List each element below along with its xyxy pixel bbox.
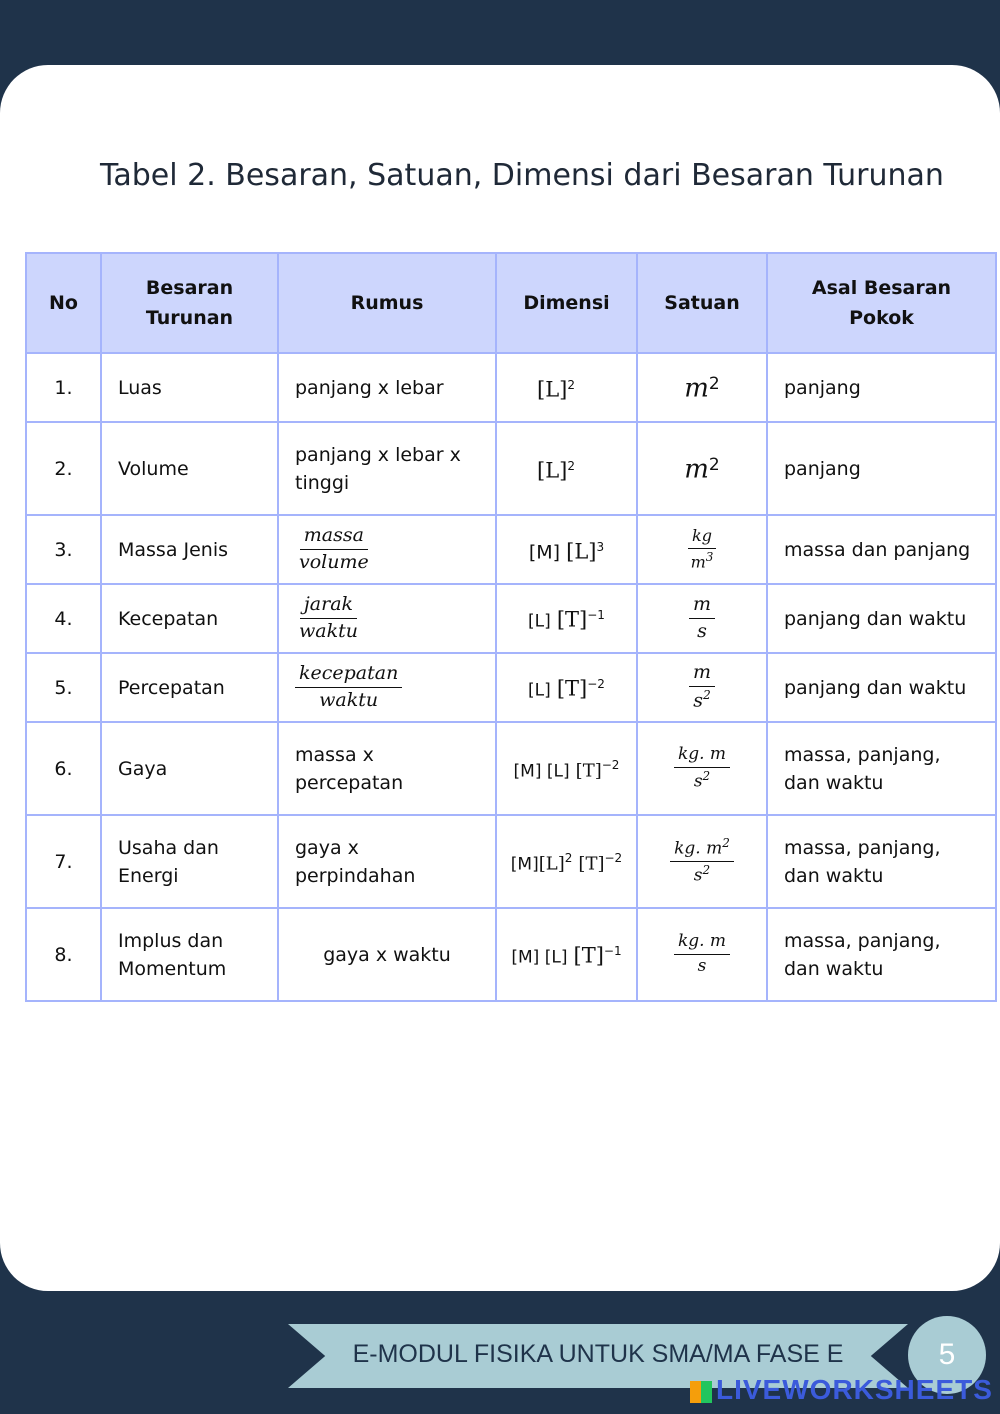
satuan-exp: 2 [708, 455, 720, 476]
dim-exp: 2 [567, 458, 575, 473]
cell-satuan [637, 584, 767, 653]
dim-prefix: [M] [528, 541, 561, 564]
cell-besaran: Percepatan [101, 653, 278, 722]
dim-base: [T] [578, 853, 605, 875]
cell-satuan [637, 353, 767, 422]
footer-text: E-MODUL FISIKA UNTUK SMA/MA FASE E [352, 1340, 844, 1368]
dim-base: [T] [573, 943, 604, 968]
table-title: Tabel 2. Besaran, Satuan, Dimensi dari Besaran Turunan [100, 158, 944, 193]
dim-base: [T] [556, 607, 588, 632]
dim-base: [T] [575, 760, 602, 782]
header-satuan: Satuan [637, 253, 767, 353]
satuan-unit: m [684, 373, 709, 404]
dim-mid-exp: 2 [564, 851, 573, 866]
cell-no: 2. [26, 422, 101, 515]
cell-satuan [637, 422, 767, 515]
satuan-numerator: kg [688, 527, 716, 548]
satuan-denominator [689, 687, 714, 712]
cell-no: 8. [26, 908, 101, 1001]
satuan-numerator [670, 837, 734, 862]
cell-rumus: massa x percepatan [278, 722, 496, 815]
satuan-numerator: m [689, 594, 715, 619]
cell-rumus: gaya x perpindahan [278, 815, 496, 908]
table-row [26, 722, 996, 815]
cell-dimensi [496, 653, 637, 722]
satuan-num-exp: 2 [722, 835, 730, 850]
rumus-numerator: kecepatan [295, 663, 402, 688]
cell-besaran: Massa Jenis [101, 515, 278, 584]
dim-exp: −2 [587, 677, 605, 692]
cell-rumus: panjang x lebar [278, 353, 496, 422]
watermark [690, 1374, 993, 1406]
dim-base: [T] [556, 676, 588, 701]
rumus-numerator: massa [300, 525, 368, 550]
satuan-numerator: m [689, 662, 715, 687]
dim-exp: −2 [604, 851, 623, 866]
cell-rumus [278, 584, 496, 653]
cell-no: 7. [26, 815, 101, 908]
rumus-denominator: waktu [319, 689, 379, 711]
dim-exp: −1 [587, 608, 605, 623]
page-number: 5 [908, 1316, 986, 1394]
satuan-fraction [674, 745, 730, 792]
cell-besaran: Volume [101, 422, 278, 515]
satuan-fraction [670, 837, 734, 886]
cell-dimensi [496, 422, 637, 515]
rumus-fraction [295, 525, 373, 574]
cell-dimensi [496, 353, 637, 422]
rumus-fraction [295, 594, 362, 643]
header-no: No [26, 253, 101, 353]
satuan-den-exp: 2 [702, 768, 711, 783]
dim-base: [L] [537, 377, 568, 402]
satuan-denominator: s [697, 620, 707, 642]
cell-dimensi [496, 584, 637, 653]
satuan-denominator: s [697, 956, 707, 976]
cell-no: 3. [26, 515, 101, 584]
derived-quantities-table [25, 252, 997, 1002]
satuan-den-base: m [690, 552, 706, 572]
satuan-den-base: s [693, 771, 703, 792]
cell-no: 1. [26, 353, 101, 422]
satuan-fraction [687, 527, 718, 571]
satuan-unit: m [684, 454, 709, 485]
header-rumus: Rumus [278, 253, 496, 353]
cell-dimensi [496, 722, 637, 815]
table-row [26, 815, 996, 908]
dim-prefix: [L] [528, 680, 551, 701]
cell-asal: panjang [767, 422, 996, 515]
dim-exp: −1 [603, 944, 622, 959]
cell-asal: massa, panjang, dan waktu [767, 722, 996, 815]
dim-prefix: [M] [L] [511, 947, 568, 968]
cell-besaran: Implus dan Momentum [101, 908, 278, 1001]
table-row [26, 584, 996, 653]
cell-besaran: Usaha dan Energi [101, 815, 278, 908]
satuan-den-exp: 2 [703, 688, 711, 703]
cell-asal: panjang [767, 353, 996, 422]
header-dimensi: Dimensi [496, 253, 637, 353]
cell-asal: massa, panjang, dan waktu [767, 815, 996, 908]
cell-dimensi [496, 515, 637, 584]
cell-dimensi [496, 908, 637, 1001]
cell-no: 6. [26, 722, 101, 815]
satuan-den-base: s [693, 689, 704, 712]
cell-rumus: gaya x waktu [278, 908, 496, 1001]
cell-besaran: Kecepatan [101, 584, 278, 653]
cell-asal: panjang dan waktu [767, 584, 996, 653]
table-row [26, 422, 996, 515]
dim-prefix: [L] [528, 611, 551, 632]
dim-mid: [L] [538, 853, 565, 875]
cell-no: 5. [26, 653, 101, 722]
table-row [26, 908, 996, 1001]
rumus-denominator: volume [299, 551, 369, 573]
table-row [26, 515, 996, 584]
satuan-den-exp: 3 [705, 549, 714, 564]
satuan-numerator: kg. m [674, 745, 730, 768]
satuan-numerator: kg. m [674, 932, 730, 955]
satuan-denominator [690, 768, 714, 792]
cell-asal: panjang dan waktu [767, 653, 996, 722]
cell-rumus [278, 515, 496, 584]
cell-rumus: panjang x lebar x tinggi [278, 422, 496, 515]
table-header-row [26, 253, 996, 353]
cell-dimensi [496, 815, 637, 908]
rumus-numerator: jarak [300, 594, 357, 619]
cell-satuan [637, 515, 767, 584]
cell-besaran: Luas [101, 353, 278, 422]
satuan-fraction [674, 932, 730, 976]
satuan-exp: 2 [708, 374, 720, 395]
satuan-den-exp: 2 [702, 863, 711, 877]
dim-exp: 3 [596, 539, 605, 554]
cell-no: 4. [26, 584, 101, 653]
cell-satuan [637, 722, 767, 815]
header-asal: Asal Besaran Pokok [767, 253, 996, 353]
cell-asal: massa dan panjang [767, 515, 996, 584]
rumus-fraction [295, 663, 402, 712]
dim-base: [L] [537, 458, 568, 483]
rumus-denominator: waktu [299, 620, 358, 642]
table-row [26, 353, 996, 422]
satuan-num-base: kg. m [674, 838, 723, 859]
header-besaran: Besaran Turunan [101, 253, 278, 353]
cell-satuan [637, 815, 767, 908]
table-row [26, 653, 996, 722]
cell-asal: massa, panjang, dan waktu [767, 908, 996, 1001]
watermark-text: LIVEWORKSHEETS [716, 1374, 993, 1405]
dim-exp: 2 [567, 377, 575, 392]
dim-exp: −2 [601, 758, 620, 773]
satuan-fraction [689, 594, 715, 643]
satuan-fraction [689, 662, 715, 712]
satuan-denominator [687, 549, 718, 572]
cell-besaran: Gaya [101, 722, 278, 815]
liveworksheets-logo-icon [690, 1381, 712, 1403]
cell-rumus [278, 653, 496, 722]
satuan-denominator [690, 862, 714, 886]
dim-base: [L] [566, 539, 597, 564]
cell-satuan [637, 908, 767, 1001]
satuan-den-base: s [693, 865, 703, 886]
cell-satuan [637, 653, 767, 722]
dim-prefix: [M] [510, 854, 539, 875]
dim-prefix: [M] [L] [513, 761, 570, 782]
